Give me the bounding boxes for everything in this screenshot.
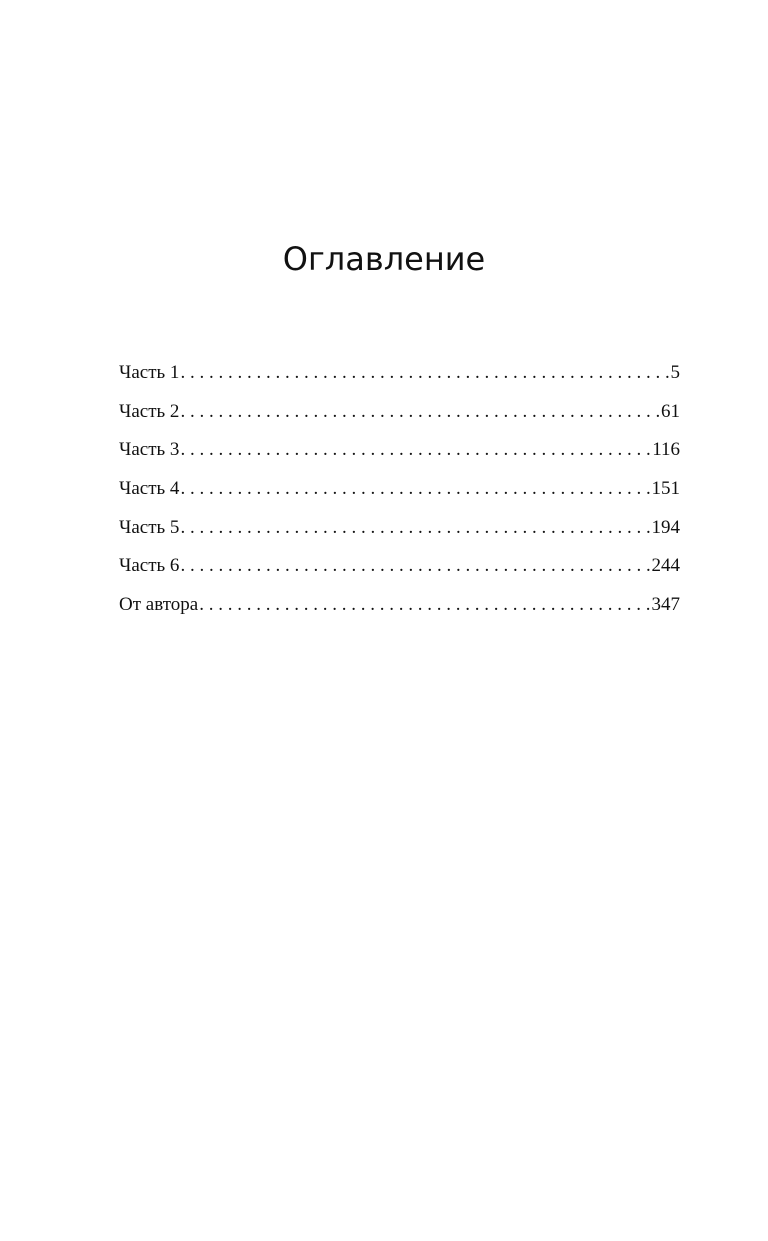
- toc-entry-label: Часть 6: [119, 555, 180, 577]
- toc-entry[interactable]: [119, 555, 680, 594]
- toc-entry-page: 61: [661, 400, 680, 422]
- toc-entry[interactable]: [119, 362, 680, 401]
- table-of-contents: [119, 362, 680, 633]
- toc-entry-page: 347: [651, 594, 680, 616]
- toc-entry[interactable]: [119, 594, 680, 633]
- dot-leader: [180, 517, 650, 539]
- toc-entry[interactable]: [119, 439, 680, 478]
- dot-leader: [180, 555, 650, 577]
- dot-leader: [180, 478, 650, 500]
- toc-entry-page: 5: [670, 362, 680, 383]
- toc-entry-label: Часть 1: [119, 362, 180, 383]
- toc-entry-page: 194: [651, 516, 680, 538]
- toc-entry[interactable]: [119, 517, 680, 556]
- dot-leader: [180, 439, 651, 461]
- toc-entry[interactable]: [119, 478, 680, 517]
- toc-entry[interactable]: [119, 401, 680, 440]
- toc-entry-label: От автора: [119, 594, 199, 616]
- toc-entry-page: 116: [652, 439, 680, 461]
- dot-leader: [180, 362, 669, 384]
- toc-entry-label: Часть 4: [119, 478, 180, 500]
- toc-entry-page: 151: [651, 478, 680, 500]
- dot-leader: [199, 594, 650, 616]
- toc-entry-label: Часть 3: [119, 439, 180, 461]
- page-title: Оглавление: [282, 240, 486, 278]
- dot-leader: [180, 401, 660, 423]
- toc-entry-page: 244: [651, 555, 680, 577]
- toc-entry-label: Часть 5: [119, 516, 180, 538]
- toc-entry-label: Часть 2: [119, 400, 180, 422]
